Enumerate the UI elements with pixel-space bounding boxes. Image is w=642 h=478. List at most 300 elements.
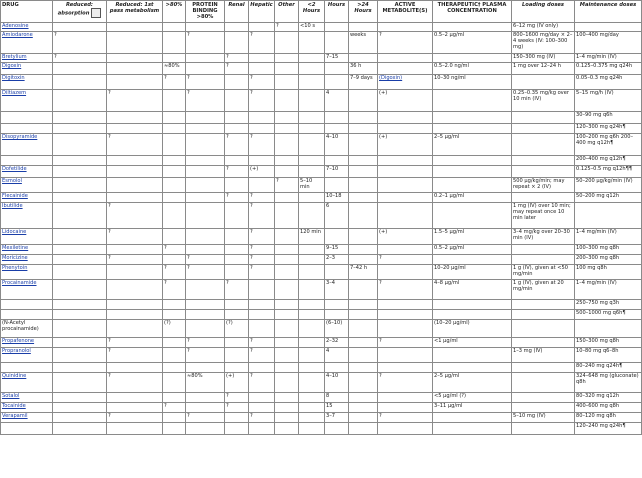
cell-met (378, 245, 433, 255)
cell-gt24 (349, 112, 378, 124)
cell-hrs: (6–10) (325, 320, 349, 338)
cell-ther: 1.5–5 µg/ml (433, 229, 512, 245)
cell-maint: 50–200 µg/kg/min (IV) (575, 178, 642, 193)
cell-load (512, 193, 575, 203)
cell-fp (107, 32, 163, 54)
cell-gt24 (349, 178, 378, 193)
cell-drug[interactable]: Tocainide (1, 403, 53, 413)
cell-met (378, 63, 433, 75)
cell-load (512, 373, 575, 393)
cell-load (512, 393, 575, 403)
cell-other (275, 320, 299, 338)
cell-hrs (325, 363, 349, 373)
cell-lt2 (299, 300, 325, 310)
cell-gt24 (349, 229, 378, 245)
header-hepatic: Hepatic (249, 1, 275, 23)
cell-drug[interactable]: Mexiletine (1, 245, 53, 255)
cell-p80 (163, 178, 186, 193)
cell-other (275, 193, 299, 203)
cell-renal: ? (225, 193, 249, 203)
cell-drug[interactable]: Digitoxin (1, 75, 53, 90)
header-lt2-hours: <2 Hours (299, 1, 325, 23)
cell-maint: 80–120 mg q8h (575, 413, 642, 423)
cell-renal (225, 124, 249, 134)
cell-abs (53, 166, 107, 178)
cell-hrs: 10–18 (325, 193, 349, 203)
cell-met: (+) (378, 229, 433, 245)
cell-p80 (163, 423, 186, 435)
cell-hep: (+) (249, 166, 275, 178)
table-row (1, 338, 642, 348)
cell-hrs: 7–10 (325, 166, 349, 178)
cell-pb: ? (186, 32, 225, 54)
cell-load: 3–4 mg/kg over 20–30 min (IV) (512, 229, 575, 245)
cell-p80 (163, 310, 186, 320)
cell-abs (53, 90, 107, 112)
cell-lt2 (299, 255, 325, 265)
cell-gt24 (349, 373, 378, 393)
cell-drug[interactable]: Sotalol (1, 393, 53, 403)
cell-pb: ? (186, 265, 225, 280)
cell-p80 (163, 32, 186, 54)
cell-ther: 3–11 µg/ml (433, 403, 512, 413)
cell-maint: 0.125–0.375 mg q24h (575, 63, 642, 75)
header-hours: Hours (325, 1, 349, 23)
cell-met (378, 166, 433, 178)
cell-fp (107, 75, 163, 90)
cell-pb (186, 403, 225, 413)
cell-abs (53, 310, 107, 320)
cell-other (275, 124, 299, 134)
table-row (1, 75, 642, 90)
cell-gt24 (349, 348, 378, 363)
cell-renal (225, 32, 249, 54)
cell-load: 1 mg (IV) over 10 min; may repeat once 10 min later (512, 203, 575, 229)
cell-fp (107, 423, 163, 435)
cell-ther: 2–5 µg/ml (433, 373, 512, 393)
table-row (1, 32, 642, 54)
cell-p80: ≈80% (163, 63, 186, 75)
cell-fp: ? (107, 413, 163, 423)
cell-fp (107, 124, 163, 134)
cell-ther: 10–30 ng/ml (433, 75, 512, 90)
table-row (1, 300, 642, 310)
cell-pb (186, 193, 225, 203)
cell-lt2 (299, 413, 325, 423)
header-reduced-first-pass: Reduced: 1st pass metabolism (107, 1, 163, 23)
cell-maint: 100 mg q8h (575, 265, 642, 280)
cell-drug[interactable]: Disopyramide (1, 134, 53, 156)
cell-lt2 (299, 310, 325, 320)
cell-ther: 0.5–2.0 ng/ml (433, 63, 512, 75)
cell-renal (225, 90, 249, 112)
cell-maint: 200–400 mg q12h¶ (575, 156, 642, 166)
cell-lt2 (299, 54, 325, 63)
cell-lt2 (299, 245, 325, 255)
table-row (1, 245, 642, 255)
cell-load: 5–10 mg (IV) (512, 413, 575, 423)
cell-abs (53, 265, 107, 280)
cell-met (378, 320, 433, 338)
cell-gt24 (349, 413, 378, 423)
cell-renal: ? (225, 403, 249, 413)
cell-abs (53, 373, 107, 393)
cell-p80 (163, 112, 186, 124)
cell-maint: 30–90 mg q6h (575, 112, 642, 124)
cell-fp (107, 23, 163, 32)
cell-gt24 (349, 134, 378, 156)
cell-other (275, 255, 299, 265)
cell-fp: ? (107, 255, 163, 265)
cell-other (275, 90, 299, 112)
cell-fp (107, 112, 163, 124)
cell-gt24: weeks (349, 32, 378, 54)
cell-abs (53, 112, 107, 124)
cell-met (378, 393, 433, 403)
cell-maint: 1–4 mg/min (IV) (575, 54, 642, 63)
cell-drug[interactable]: Bretylium (1, 54, 53, 63)
cell-hrs: 6 (325, 203, 349, 229)
cell-ther (433, 310, 512, 320)
cell-drug (1, 300, 53, 310)
cell-maint: 100–300 mg q8h (575, 245, 642, 255)
cell-hrs: 3–4 (325, 280, 349, 300)
cell-other (275, 403, 299, 413)
cell-renal (225, 338, 249, 348)
table-row (1, 413, 642, 423)
cell-abs (53, 423, 107, 435)
cell-lt2: 5–10 min (299, 178, 325, 193)
cell-lt2 (299, 166, 325, 178)
cell-lt2 (299, 156, 325, 166)
cell-renal: (?) (225, 320, 249, 338)
cell-pb: ? (186, 348, 225, 363)
cell-lt2 (299, 363, 325, 373)
cell-drug (1, 112, 53, 124)
cell-hep (249, 423, 275, 435)
cell-gt24 (349, 338, 378, 348)
cell-met (378, 265, 433, 280)
cell-fp (107, 310, 163, 320)
cell-hep: ? (249, 134, 275, 156)
cell-maint: 0.05–0.3 mg q24h (575, 75, 642, 90)
cell-met[interactable]: (Digoxin) (378, 75, 433, 90)
cell-abs (53, 363, 107, 373)
table-row (1, 280, 642, 300)
cell-drug[interactable]: Lidocaine (1, 229, 53, 245)
cell-drug[interactable]: Verapamil (1, 413, 53, 423)
cell-pb (186, 300, 225, 310)
cell-other (275, 300, 299, 310)
cell-hrs: 8 (325, 393, 349, 403)
cell-fp: ? (107, 90, 163, 112)
cell-pb (186, 156, 225, 166)
cell-fp (107, 193, 163, 203)
table-row (1, 423, 642, 435)
cell-other: ? (275, 23, 299, 32)
cell-p80 (163, 90, 186, 112)
cell-lt2 (299, 32, 325, 54)
table-row (1, 63, 642, 75)
cell-drug[interactable]: Propranolol (1, 348, 53, 363)
cell-hrs (325, 423, 349, 435)
cell-met (378, 23, 433, 32)
cell-renal (225, 363, 249, 373)
cell-fp (107, 245, 163, 255)
cell-abs: ? (53, 32, 107, 54)
cell-hrs: 4 (325, 90, 349, 112)
cell-p80 (163, 393, 186, 403)
cell-hep (249, 403, 275, 413)
cell-maint: 0.125–0.5 mg q12h¶¶ (575, 166, 642, 178)
cell-renal (225, 348, 249, 363)
cell-gt24: 36 h (349, 63, 378, 75)
cell-met: ? (378, 280, 433, 300)
cell-hep (249, 156, 275, 166)
cell-p80 (163, 134, 186, 156)
cell-ther (433, 348, 512, 363)
cell-p80 (163, 255, 186, 265)
cell-other (275, 310, 299, 320)
cell-lt2 (299, 75, 325, 90)
cell-hep (249, 63, 275, 75)
cell-p80 (163, 413, 186, 423)
cell-fp (107, 178, 163, 193)
cell-hep: ? (249, 229, 275, 245)
cell-renal (225, 245, 249, 255)
cell-met: ? (378, 373, 433, 393)
cell-fp (107, 300, 163, 310)
cell-ther (433, 300, 512, 310)
cell-met (378, 300, 433, 310)
cell-renal (225, 300, 249, 310)
cell-hep (249, 320, 275, 338)
cell-abs (53, 134, 107, 156)
cell-hep (249, 112, 275, 124)
cell-fp (107, 320, 163, 338)
cell-hrs: 4–10 (325, 134, 349, 156)
cell-fp: ? (107, 229, 163, 245)
cell-ther (433, 156, 512, 166)
cell-drug (1, 156, 53, 166)
table-row (1, 320, 642, 338)
cell-hep: ? (249, 203, 275, 229)
cell-drug[interactable]: Propafenone (1, 338, 53, 348)
cell-gt24 (349, 90, 378, 112)
header-renal: Renal (225, 1, 249, 23)
cell-hep (249, 310, 275, 320)
cell-lt2 (299, 373, 325, 393)
cell-other (275, 203, 299, 229)
cell-lt2 (299, 124, 325, 134)
cell-hrs: 9–15 (325, 245, 349, 255)
cell-drug[interactable]: Phenytoin (1, 265, 53, 280)
cell-met (378, 54, 433, 63)
cell-drug[interactable]: Diltiazem (1, 90, 53, 112)
cell-drug[interactable]: Esmolol (1, 178, 53, 193)
cell-met: (+) (378, 90, 433, 112)
cell-pb (186, 363, 225, 373)
cell-hrs: 15 (325, 403, 349, 413)
table-row (1, 255, 642, 265)
cell-ther: <5 µg/ml (?) (433, 393, 512, 403)
header-protein-binding: PROTEIN BINDING >80% (186, 1, 225, 23)
cell-drug[interactable]: Moricizine (1, 255, 53, 265)
cell-abs (53, 75, 107, 90)
cell-hrs (325, 300, 349, 310)
cell-p80 (163, 193, 186, 203)
cell-abs (53, 193, 107, 203)
cell-other: ? (275, 178, 299, 193)
cell-maint: 80–320 mg q12h (575, 393, 642, 403)
table-row (1, 156, 642, 166)
cell-drug[interactable]: Digoxin (1, 63, 53, 75)
cell-p80 (163, 373, 186, 393)
cell-drug[interactable]: Dofetilide (1, 166, 53, 178)
cell-other (275, 280, 299, 300)
cell-lt2 (299, 348, 325, 363)
cell-gt24 (349, 54, 378, 63)
cell-ther (433, 124, 512, 134)
cell-other (275, 166, 299, 178)
cell-renal: (+) (225, 373, 249, 393)
table-row (1, 348, 642, 363)
cell-hep (249, 280, 275, 300)
cell-ther (433, 54, 512, 63)
cell-other (275, 229, 299, 245)
cell-pb (186, 166, 225, 178)
cell-pb (186, 320, 225, 338)
header-row (1, 1, 642, 23)
cell-hrs: 4–10 (325, 373, 349, 393)
cell-renal (225, 203, 249, 229)
cell-maint: 400–600 mg q8h (575, 403, 642, 413)
cell-gt24 (349, 255, 378, 265)
header-reduced-absorption-label: Reduced: absorption (57, 2, 94, 17)
cell-drug[interactable]: Flecainide (1, 193, 53, 203)
cell-hrs: 2–32 (325, 338, 349, 348)
cell-p80: ? (163, 75, 186, 90)
cell-drug[interactable]: Amiodarone (1, 32, 53, 54)
cell-gt24 (349, 300, 378, 310)
cell-lt2 (299, 423, 325, 435)
cell-load: 1–3 mg (IV) (512, 348, 575, 363)
cell-ther: <1 µg/ml (433, 338, 512, 348)
cell-other (275, 63, 299, 75)
cell-other (275, 156, 299, 166)
cell-pb (186, 310, 225, 320)
cell-maint: 5–15 mg/h (IV) (575, 90, 642, 112)
table-row (1, 363, 642, 373)
cell-met (378, 112, 433, 124)
cell-met (378, 178, 433, 193)
cell-other (275, 54, 299, 63)
table-row (1, 134, 642, 156)
cell-fp: ? (107, 134, 163, 156)
cell-ther (433, 203, 512, 229)
cell-drug[interactable]: Quinidine (1, 373, 53, 393)
cell-maint: 100–400 mg/day (575, 32, 642, 54)
cell-pb (186, 178, 225, 193)
cell-abs (53, 124, 107, 134)
cell-fp (107, 63, 163, 75)
cell-p80 (163, 166, 186, 178)
cell-abs (53, 393, 107, 403)
cell-hep: ? (249, 265, 275, 280)
cell-pb: ? (186, 255, 225, 265)
cell-load: 0.25–0.35 mg/kg over 10 min (IV) (512, 90, 575, 112)
cell-drug[interactable]: Procainamide (1, 280, 53, 300)
cell-renal (225, 423, 249, 435)
cell-gt24 (349, 193, 378, 203)
cell-lt2 (299, 403, 325, 413)
cell-load: 800–1600 mg/day × 2–4 weeks (IV: 100–300 mg) (512, 32, 575, 54)
cell-lt2: <10 s (299, 23, 325, 32)
cell-load (512, 320, 575, 338)
cell-lt2 (299, 112, 325, 124)
header-other: Other (275, 1, 299, 23)
cell-hep (249, 54, 275, 63)
cell-ther: (10–20 µg/ml) (433, 320, 512, 338)
cell-other (275, 423, 299, 435)
cell-hrs (325, 178, 349, 193)
table-row (1, 265, 642, 280)
cell-pb: ? (186, 75, 225, 90)
cell-abs: ? (53, 54, 107, 63)
cell-met: ? (378, 255, 433, 265)
cell-load: 1 mg over 12–24 h (512, 63, 575, 75)
cell-hep: ? (249, 75, 275, 90)
cell-fp (107, 166, 163, 178)
cell-load: 1 g (IV), given at <50 mg/min (512, 265, 575, 280)
table-row (1, 403, 642, 413)
cell-abs (53, 413, 107, 423)
cell-load: 6–12 mg (IV only) (512, 23, 575, 32)
cell-hep: ? (249, 338, 275, 348)
cell-p80: ? (163, 403, 186, 413)
cell-abs (53, 348, 107, 363)
cell-fp: ? (107, 338, 163, 348)
cell-ther (433, 112, 512, 124)
cell-gt24: 7–42 h (349, 265, 378, 280)
image-icon[interactable] (91, 8, 101, 18)
cell-pb (186, 245, 225, 255)
cell-hep (249, 23, 275, 32)
cell-hrs: 4 (325, 348, 349, 363)
cell-other (275, 75, 299, 90)
cell-maint: 50–200 mg q12h (575, 193, 642, 203)
header-drug: DRUG (1, 1, 53, 23)
cell-hep (249, 300, 275, 310)
cell-drug (1, 124, 53, 134)
cell-ther (433, 255, 512, 265)
cell-drug: (N-Acetyl procainamide) (1, 320, 53, 338)
cell-lt2 (299, 338, 325, 348)
table-row (1, 193, 642, 203)
cell-gt24 (349, 23, 378, 32)
cell-abs (53, 229, 107, 245)
cell-abs (53, 203, 107, 229)
cell-fp (107, 280, 163, 300)
cell-gt24 (349, 166, 378, 178)
cell-gt24 (349, 403, 378, 413)
cell-pb (186, 423, 225, 435)
cell-drug[interactable]: Adenosine (1, 23, 53, 32)
cell-pb: ? (186, 413, 225, 423)
cell-drug[interactable]: Ibutilide (1, 203, 53, 229)
cell-other (275, 393, 299, 403)
cell-pb (186, 112, 225, 124)
